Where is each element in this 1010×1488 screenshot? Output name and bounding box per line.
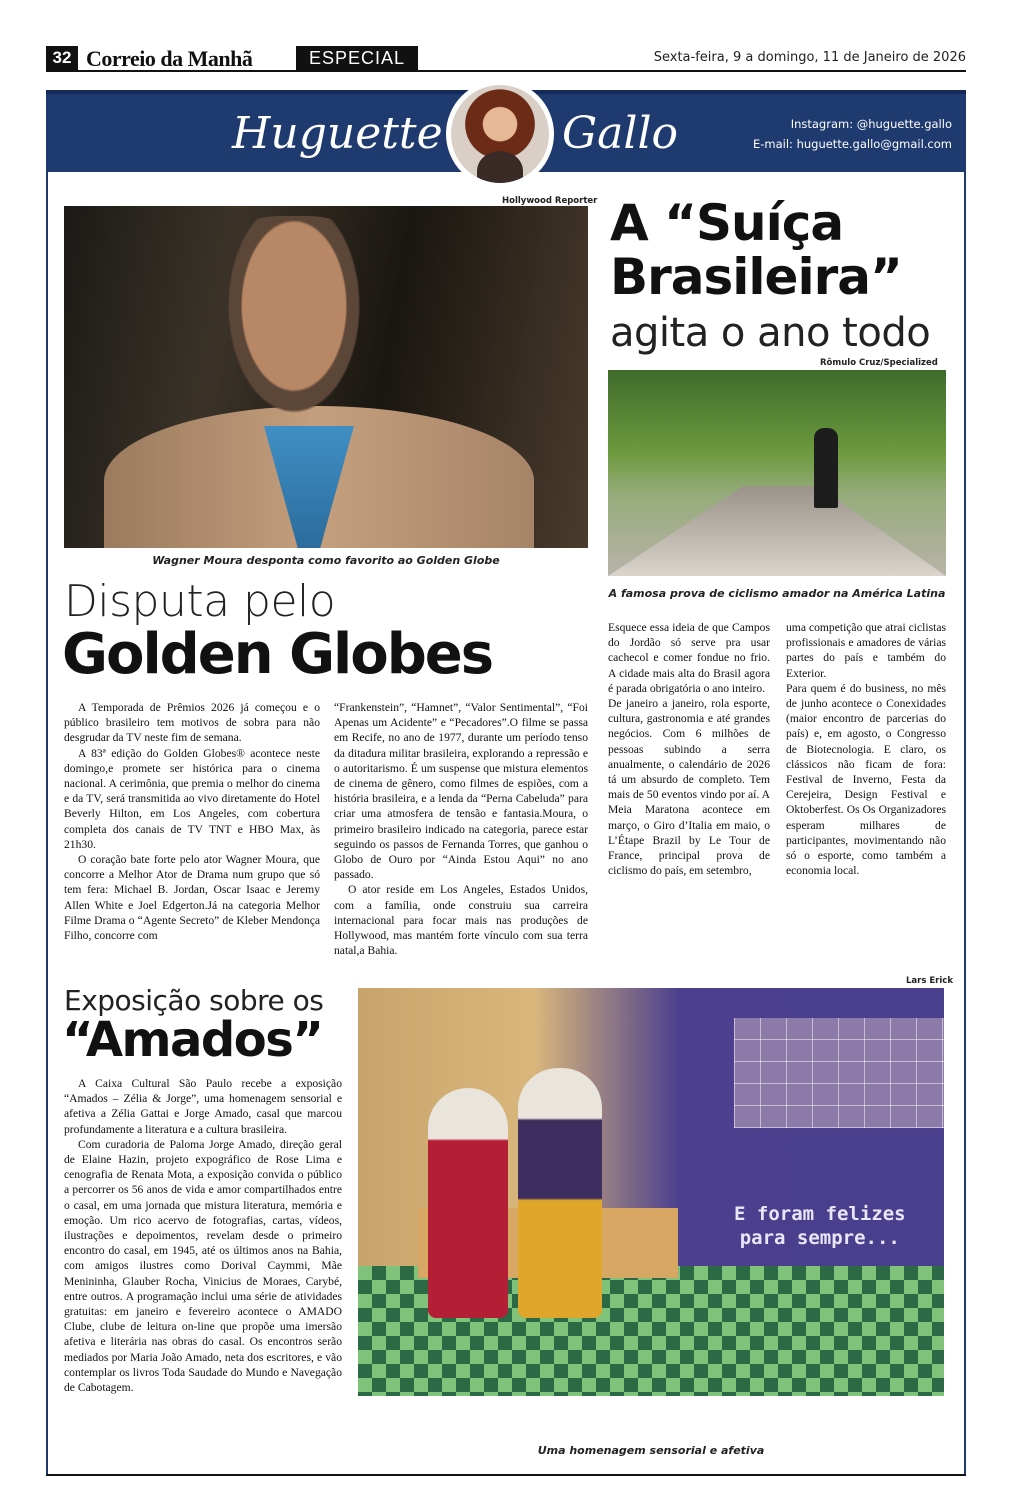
- paragraph: O coração bate forte pelo ator Wagner Moura, que concorre a Melhor Ator de Drama num grupo que só tem fera: Michael B. Jordan, Oscar Isaac e Jeremy Allen White e Joel Edgerton.Já na categoria Melhor Filme Drama o “Agente Secreto” de Kleber Mendonça Filho, concorre com: [64, 853, 320, 943]
- columnist-contact: [753, 114, 952, 154]
- page-number: 32: [46, 46, 78, 70]
- paragraph: uma competição que atrai ciclistas profissionais e amadores de várias partes do país e também do Exterior.: [786, 621, 946, 680]
- wagner-photo-caption: Wagner Moura desponta como favorito ao Golden Globe: [152, 554, 500, 567]
- paragraph: Com curadoria de Paloma Jorge Amado, direção geral de Elaine Hazin, projeto expográfico de Rose Lima e cenografia de Renata Mota, a exposição convida o público a percorrer os 56 anos de vida e amor compartilhados entre o casal, em uma jornada que mistura literatura, memória e emoção. Um rico acervo de fotografias, cartas, vídeos, ilustrações e depoimentos, revelam desde o primeiro encontro do casal, em 1945, até os últimos anos na Bahia, com amigos ilustres como Dorival Caymmi, Mãe Menininha, Glauber Rocha, Vinicius de Moraes, Carybé, entre outros. A programação inclui uma série de atividades gratuitas: em janeiro e fevereiro acontece o AMADO Clube, clube de leitura on-line que propõe uma imersão afetiva e literária nas obras do casal. Os encontros serão mediados por Maria João Amado, neta dos escritores, e vão contemplar os livros Toda Saudade do Mundo e Navegação de Cabotagem.: [64, 1137, 342, 1395]
- photo-doll-jorge-shape: [518, 1068, 602, 1318]
- amados-photo-credit: Lars Erick: [906, 976, 953, 986]
- photo-wall-lettering: [734, 1202, 906, 1250]
- paragraph: A Temporada de Prêmios 2026 já começou e o público brasileiro tem motivos de sobra para não desgrudar da TV neste fim de semana.: [64, 701, 320, 745]
- page-header: [46, 44, 966, 72]
- instagram-handle: Instagram: @huguette.gallo: [790, 117, 952, 131]
- paragraph: De janeiro a janeiro, rola esporte, cultura, gastronomia e até grandes negócios. Com 6 milhões de pessoas subindo a serra anualmente, o calendário de 2026 tá um absurdo de completo. Tem mais de 50 eventos vindo por aí. A Meia Maratona acontece em março, o Giro d’Italia em maio, o L’Étape Brazil by Le Tour de France, principal prova de ciclismo do país, em setembro,: [608, 697, 770, 878]
- columnist-portrait: [446, 80, 554, 188]
- wall-lettering-line-1: E foram felizes: [734, 1203, 906, 1225]
- paragraph: A 83ª edição do Golden Globes® acontece neste domingo,e promete ser histórica para o cinema nacional. A cerimônia, que premia o melhor do cinema e da TV, será transmitida ao vivo diretamente do Hotel Beverly Hilton, em Los Angeles, com cobertura completa dos canais de TV TNT e HBO Max, às 21h30.: [64, 746, 320, 851]
- suica-column-1: [608, 620, 770, 878]
- amados-headline: “Amados”: [62, 1012, 323, 1068]
- photo-doll-zelia-shape: [428, 1088, 508, 1318]
- paragraph: Esquece essa ideia de que Campos do Jordão só serve pra usar cachecol e comer fondue no frio. A cidade mais alta do Brasil agora é parada obrigatória o ano inteiro.: [608, 621, 770, 695]
- suica-headline: [610, 196, 902, 304]
- exhibition-photo: [358, 988, 944, 1396]
- wagner-moura-photo: [64, 206, 588, 548]
- wall-lettering-line-2: para sempre...: [739, 1227, 900, 1249]
- issue-date: Sexta-feira, 9 a domingo, 11 de Janeiro de 2026: [653, 50, 966, 65]
- columnist-photo: [451, 85, 549, 183]
- golden-headline: Golden Globes: [62, 622, 493, 687]
- photo-head-shape: [164, 216, 424, 516]
- suica-subhead: agita o ano todo: [610, 310, 931, 356]
- suica-column-2: [786, 620, 946, 878]
- cycling-photo-caption: A famosa prova de ciclismo amador na América Latina: [608, 587, 946, 600]
- columnist-last-name: Gallo: [562, 108, 679, 159]
- paragraph: “Frankenstein”, “Hamnet”, “Valor Sentimental”, “Foi Apenas um Acidente” e “Pecadores”.O filme se passa em Recife, no ano de 1977, durante um período tenso da ditadura militar brasileira, explorando a repressão e o autoritarismo. É um suspense que mistura elementos de cinema de gênero, como filmes de espiões, com a história brasileira, e a lenda da “Perna Cabeluda” para criar uma atmosfera de tensão e fantasia.Moura, o primeiro brasileiro indicado na categoria, parece estar seguindo os passos de Fernanda Torres, que ganhou o Globo de Ouro por “Ainda Estou Aqui” no ano passado.: [334, 701, 588, 882]
- suica-headline-line-2: Brasileira”: [610, 248, 902, 306]
- exhibition-photo-caption: Uma homenagem sensorial e afetiva: [537, 1444, 765, 1457]
- bike-photo-credit: Rômulo Cruz/Specialized: [820, 358, 938, 368]
- golden-kicker: Disputa pelo: [64, 576, 336, 627]
- photo-road-shape: [608, 486, 946, 576]
- photo-wall-gallery-shape: [734, 1018, 944, 1128]
- paragraph: A Caixa Cultural São Paulo recebe a exposição “Amados – Zélia & Jorge”, uma homenagem sensorial e afetiva a Zélia Gattai e Jorge Amado, casal que marcou profundamente a literatura e a cultura brasileira.: [64, 1077, 342, 1136]
- section-label: ESPECIAL: [296, 46, 418, 70]
- golden-column-2: [334, 700, 588, 958]
- paragraph: O ator reside em Los Angeles, Estados Unidos, com a família, onde construiu sua carreira internacional para focar mais nas produções de Hollywood, mas mantém forte vínculo com sua terra natal,a Bahia.: [334, 883, 588, 958]
- email-address: E-mail: huguette.gallo@gmail.com: [752, 137, 952, 151]
- amados-kicker: Exposição sobre os: [64, 984, 324, 1017]
- amados-column: [64, 1076, 342, 1395]
- frame-left-border: [46, 172, 48, 1476]
- frame-bottom-border: [46, 1474, 966, 1476]
- wagner-photo-credit: Hollywood Reporter: [502, 196, 598, 206]
- columnist-first-name: Huguette: [232, 108, 443, 159]
- columnist-banner: [46, 90, 966, 172]
- newspaper-name: Correio da Manhã: [86, 46, 253, 71]
- photo-cyclist-shape: [814, 428, 838, 508]
- frame-right-border: [964, 172, 966, 1476]
- paragraph: Para quem é do business, no mês de junho acontece o Conexidades (maior encontro de parcerias do país) e, em agosto, o Congresso de Biotecnologia. E claro, os clássicos não ficam de fora: Festival de Inverno, Festa da Cerejeira, Design Festival e Oktoberfest. Os Os Organizadores esperam milhares de participantes, movimentando não só o esporte, como também a economia local.: [786, 681, 946, 878]
- suica-headline-line-1: A “Suíça: [610, 194, 844, 252]
- cycling-photo: [608, 370, 946, 576]
- golden-column-1: [64, 700, 320, 943]
